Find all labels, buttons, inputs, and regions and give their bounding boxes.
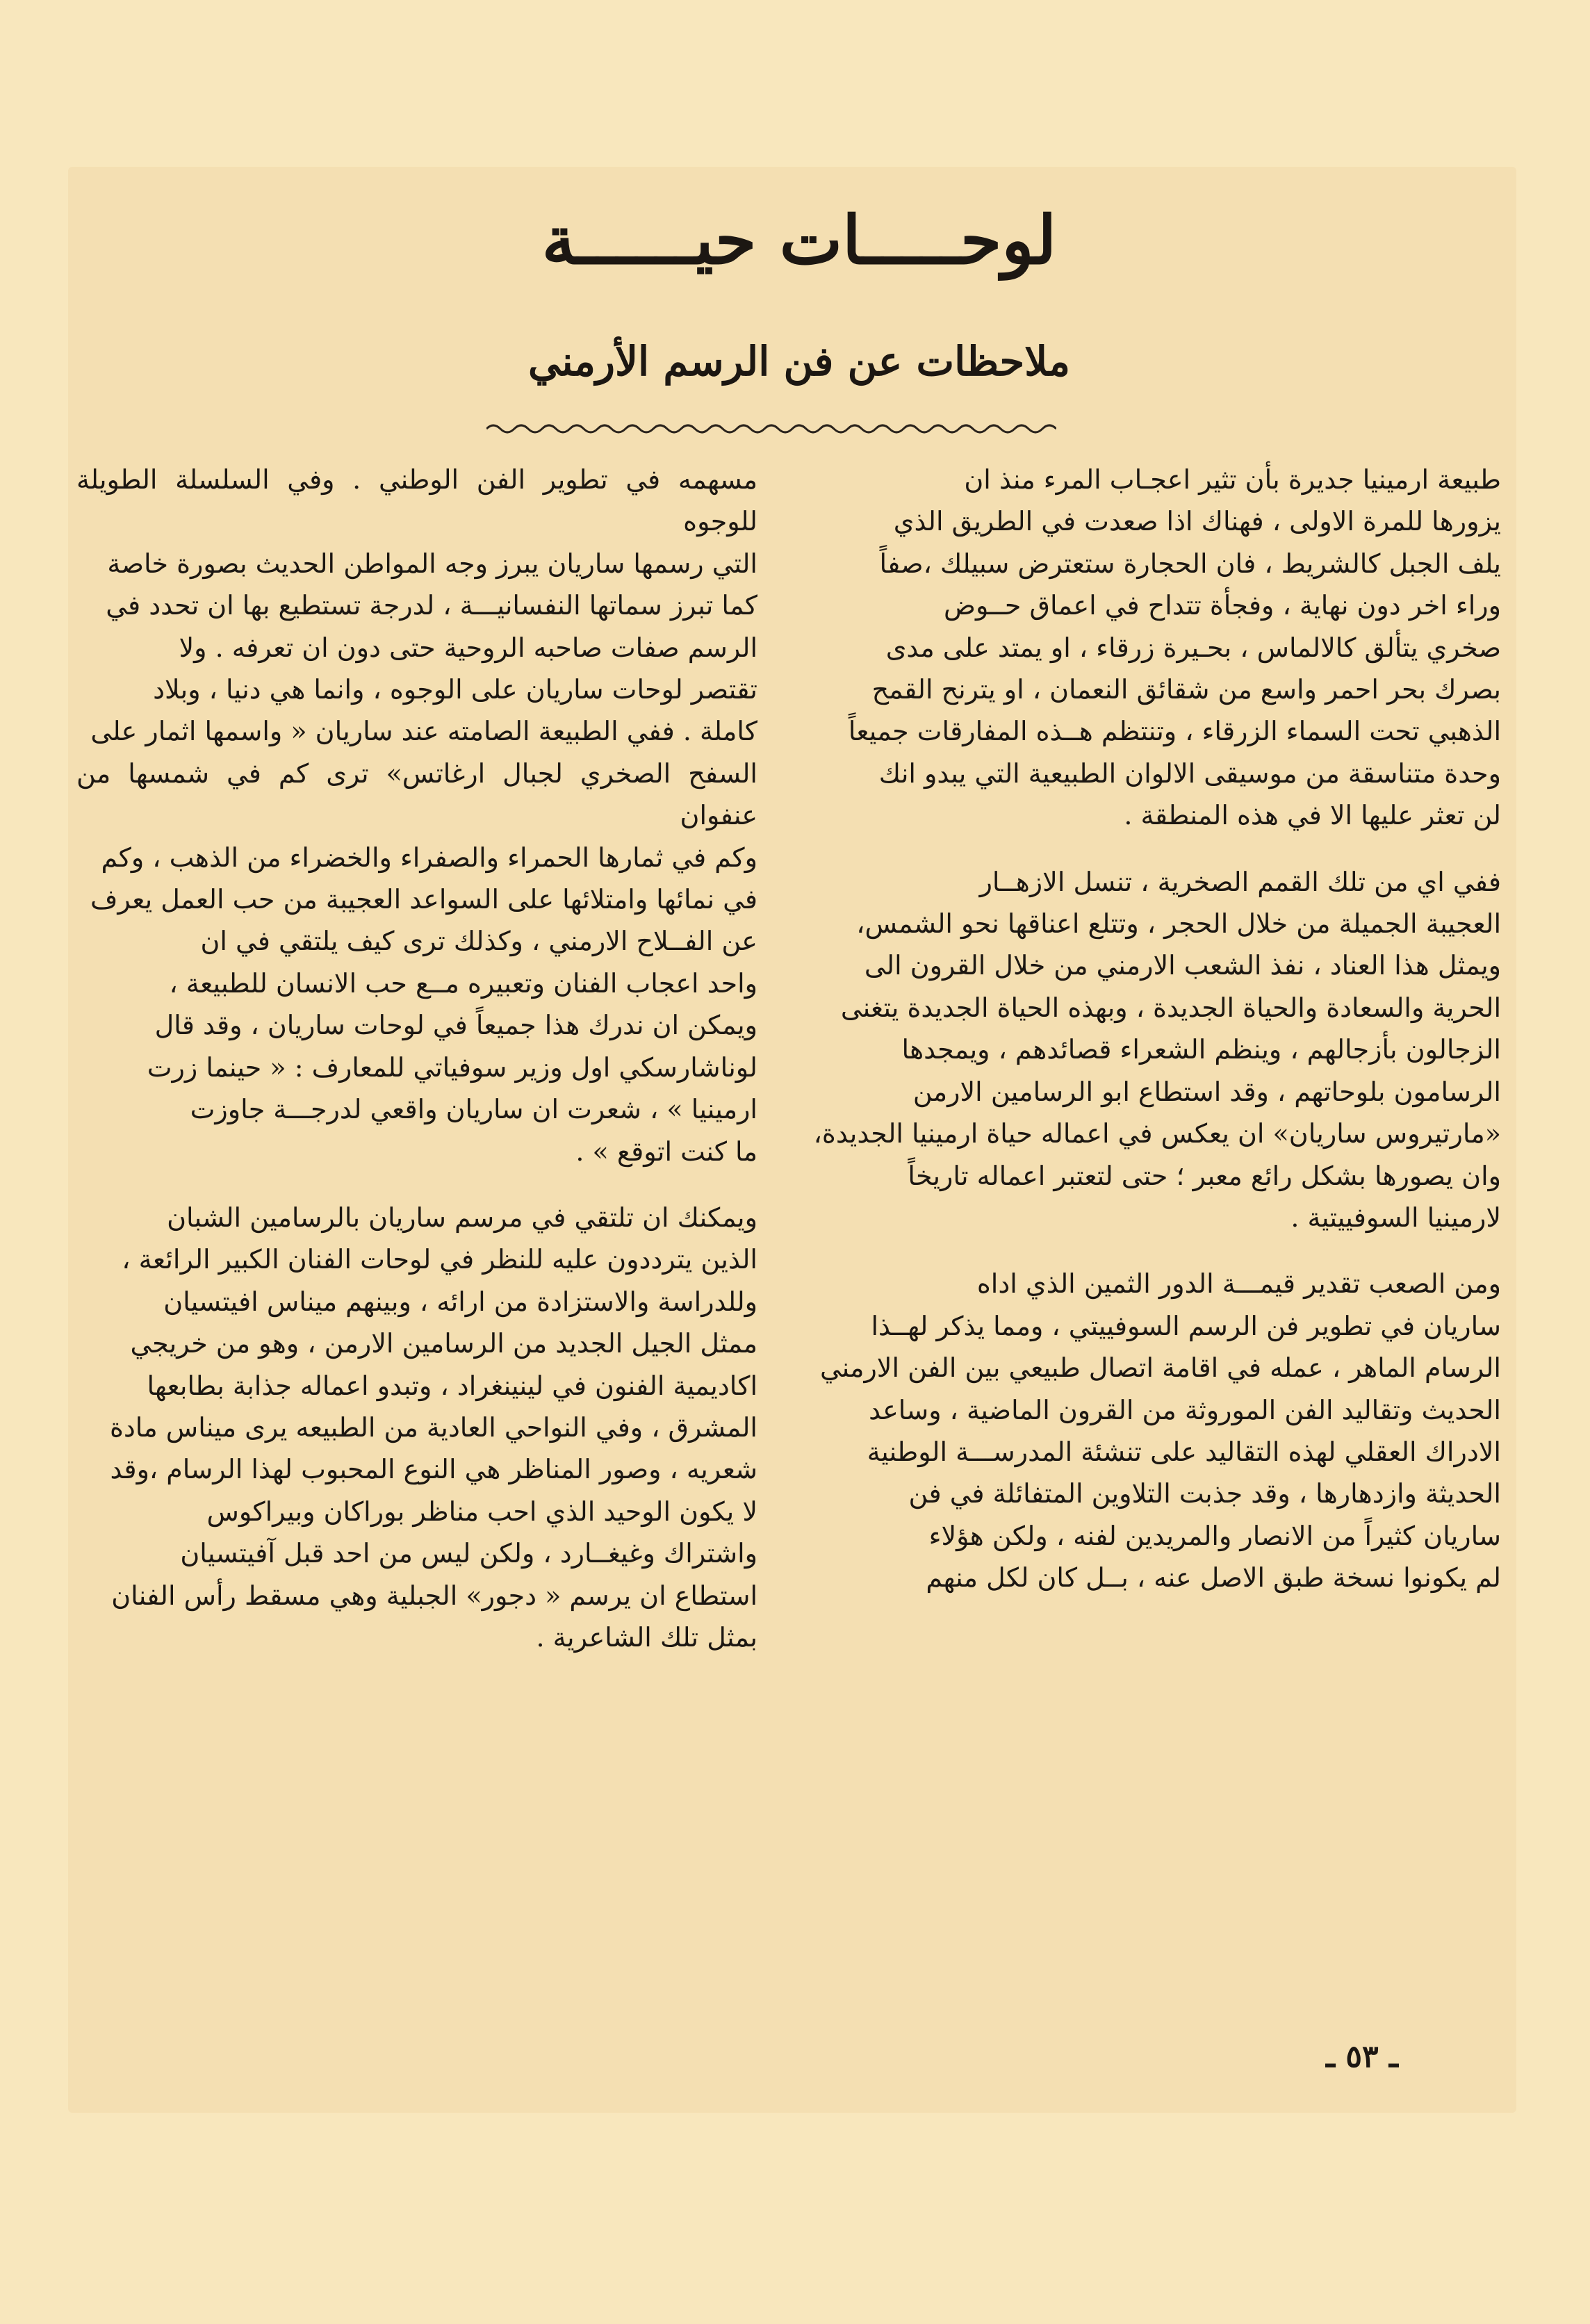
article-subtitle: ملاحظات عن فن الرسم الأرمني xyxy=(528,338,1070,385)
article-title: لوحـــــات حيــــــة xyxy=(541,201,1057,279)
paragraph: طبيعة ارمينيا جديرة بأن تثير اعجـاب المرء منذ ان يزورها للمرة الاولى ، فهناك اذا صعدت في الطريق الذي يلف الجبل كالشريط ، فان الحجارة ستعترض سبيلك ،صفاً وراء اخر دون نهاية ، وفجأة تتداح في اعماق حــوض صخري يتألق كالالماس ، بحـيرة زرقاء ، او يمتد على مدى بصرك بحر احمر واسع من شقائق النعمان ، او يترنح القمح الذهبي تحت السماء الزرقاء ، وتنتظم هــذه المفارقات جميعاً وحدة متناسقة من موسيقى الالوان الطبيعية التي يبدو انك لن تعثر عليها الا في هذه المنطقة . xyxy=(848,464,1501,831)
page-number: ـ ٥٣ ـ xyxy=(1326,2039,1398,2075)
article-column-right xyxy=(806,459,1501,1623)
paragraph: ويمكنك ان تلتقي في مرسم ساريان بالرسامين الشبان الذين يترددون عليه للنظر في لوحات الفنان الكبير الرائعة ، وللدراسة والاستزادة من ارائه ، وبينهم ميناس افيتسيان ممثل الجيل الجديد من الرسامين الارمن ، وهو من خريجي اكاديمية الفنون في لينينغراد ، وتبدو اعماله جذابة بطابعها المشرق ، وفي النواحي العادية من الطبيعه يرى ميناس مادة شعريه ، وصور المناظر هي النوع المحبوب لهذا الرسام ،وقد لا يكون الوحيد الذي احب مناظر بوراكان وبيراكوس واشتراك وغيغــارد ، ولكن ليس من احد قبل آفيتسيان استطاع ان يرسم « دجور» الجبلية وهي مسقط رأس الفنان بمثل تلك الشاعرية . xyxy=(109,1202,757,1653)
paragraph: مسهمه في تطوير الفن الوطني . وفي السلسلة الطويلة للوجوه التي رسمها ساريان يبرز وجه المواطن الحديث بصورة خاصة كما تبرز سماتها النفسانيـــة ، لدرجة تستطيع بها ان تحدد في الرسم صفات صاحبه الروحية حتى دون ان تعرفه . ولا تقتصر لوحات ساريان على الوجوه ، وانما هي دنيا ، وبلاد كاملة . ففي الطبيعة الصامته عند ساريان « واسمها اثمار على السفح الصخري لجبال ارغاتس» ترى كم في شمسها من عنفوان وكم في ثمارها الحمراء والصفراء والخضراء من الذهب ، وكم في نمائها وامتلائها على السواعد العجيبة من حب العمل يعرف عن الفــلاح الارمني ، وكذلك ترى كيف يلتقي في ان واحد اعجاب الفنان وتعبيره مــع حب الانسان للطبيعة ، ويمكن ان ندرك هذا جميعاً في لوحات ساريان ، وقد قال لوناشارسكي اول وزير سوفياتي للمعارف : « حينما زرت ارمينيا » ، شعرت ان ساريان واقعي لدرجـــة جاوزت ما كنت اتوقع » . xyxy=(76,464,757,1167)
paragraph: ففي اي من تلك القمم الصخرية ، تنسل الازهــار العجيبة الجميلة من خلال الحجر ، وتتلع اعناقها نحو الشمس، ويمثل هذا العناد ، نفذ الشعب الارمني من خلال القرون الى الحرية والسعادة والحياة الجديدة ، وبهذه الحياة الجديدة يتغنى الزجالون بأزجالهم ، وينظم الشعراء قصائدهم ، ويمجدها الرسامون بلوحاتهم ، وقد استطاع ابو الرسامين الارمن «مارتيروس ساريان» ان يعكس في اعماله حياة ارمينيا الجديدة، وان يصورها بشكل رائع معبر ؛ حتى لتعتبر اعماله تاريخاً لارمينيا السوفييتية . xyxy=(813,866,1501,1233)
article-column-left xyxy=(76,459,757,1683)
paragraph: ومن الصعب تقدير قيمـــة الدور الثمين الذي اداه ساريان في تطوير فن الرسم السوفييتي ، ومما يذكر لهــذا الرسام الماهر ، عمله في اقامة اتصال طبيعي بين الفن الارمني الحديث وتقاليد الفن الموروثة من القرون الماضية ، وساعد الادراك العقلي لهذه التقاليد على تنشئة المدرســـة الوطنية الحديثة وازدهارها ، وقد جذبت التلاوين المتفائلة في فن ساريان كثيراً من الانصار والمريدين لفنه ، ولكن هؤلاء لم يكونوا نسخة طبق الاصل عنه ، بــل كان لكل منهم xyxy=(819,1268,1501,1594)
title-divider xyxy=(486,420,1056,438)
